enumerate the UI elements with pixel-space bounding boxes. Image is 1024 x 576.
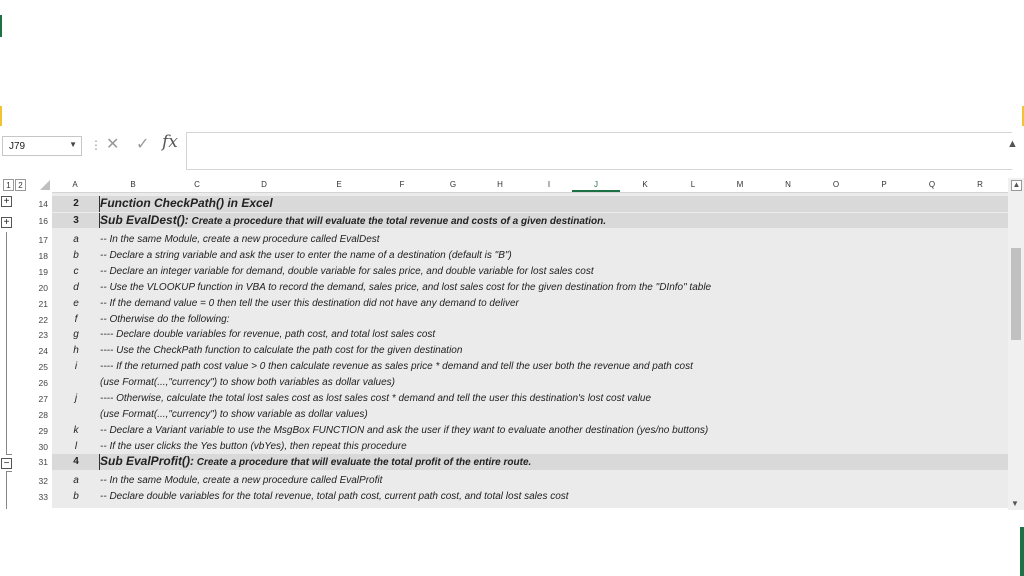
table-row[interactable]: [38, 232, 1008, 248]
formula-input[interactable]: [186, 132, 1012, 170]
cell-text-main: ---- Otherwise, calculate the total lost sales cost as lost sales cost * demand and tell the user this destination's lost cost value: [100, 393, 652, 404]
column-header-b[interactable]: B: [130, 180, 136, 189]
cell-text-main: Sub EvalDest():: [100, 212, 189, 227]
column-header-k[interactable]: K: [642, 180, 648, 189]
table-row[interactable]: [38, 196, 1008, 212]
column-header-h[interactable]: H: [497, 180, 503, 189]
window-accent: [0, 15, 2, 37]
column-header-f[interactable]: F: [399, 180, 405, 189]
table-row[interactable]: [38, 343, 1008, 359]
name-box[interactable]: [2, 136, 82, 156]
column-header-r[interactable]: R: [977, 180, 983, 189]
step-label[interactable]: j: [74, 393, 78, 404]
expand-group-icon[interactable]: +: [1, 217, 12, 228]
row-header[interactable]: 30: [38, 442, 48, 452]
column-header-i[interactable]: I: [547, 180, 551, 189]
table-row[interactable]: [38, 264, 1008, 280]
row-header[interactable]: 27: [38, 394, 48, 404]
cell-text-main: Sub EvalProfit():: [100, 454, 195, 468]
cell-text-main: ---- Declare double variables for revenue, path cost, and total lost sales cost: [100, 329, 436, 340]
row-header[interactable]: 25: [38, 362, 48, 372]
cell-text[interactable]: [100, 314, 230, 325]
outline-level-1-button[interactable]: 1: [3, 179, 14, 191]
cell-text[interactable]: [100, 409, 368, 420]
table-row[interactable]: [38, 473, 1008, 489]
step-label[interactable]: 4: [73, 456, 79, 467]
cell-text[interactable]: [100, 329, 435, 340]
cell-text-main: -- Declare a string variable and ask the user to enter the name of a destination (default is "B"): [100, 250, 512, 261]
table-row[interactable]: [38, 391, 1008, 407]
cell-text[interactable]: [100, 491, 569, 502]
chevron-down-icon[interactable]: ▼: [69, 140, 77, 149]
step-label[interactable]: c: [73, 266, 79, 277]
vertical-scrollbar[interactable]: [1008, 178, 1024, 510]
enter-icon[interactable]: ✓: [136, 136, 150, 153]
step-label[interactable]: l: [74, 441, 78, 452]
row-header[interactable]: 31: [38, 457, 48, 467]
row-header[interactable]: 14: [38, 199, 48, 209]
cell-text-main: -- Declare an integer variable for demand, double variable for sales price, and double variable for lost sales cost: [100, 266, 594, 277]
step-label[interactable]: a: [73, 234, 79, 245]
cell-text[interactable]: [100, 345, 462, 356]
cell-text-main: ---- Use the CheckPath function to calculate the path cost for the given destination: [100, 345, 463, 356]
cell-text[interactable]: [100, 441, 407, 452]
cell-text-description: Create a procedure that will evaluate the total revenue and costs of a given destination.: [188, 215, 607, 227]
cell-text-main: -- If the user clicks the Yes button (vbYes), then repeat this procedure: [100, 441, 407, 452]
row-header[interactable]: 33: [38, 492, 48, 502]
column-header-o[interactable]: O: [832, 180, 840, 189]
cell-text[interactable]: [100, 196, 273, 210]
step-label[interactable]: a: [73, 475, 79, 486]
scroll-thumb[interactable]: [1011, 248, 1021, 340]
column-header-c[interactable]: C: [194, 180, 200, 189]
cell-text[interactable]: [100, 234, 380, 245]
table-row[interactable]: [38, 375, 1008, 391]
cell-text[interactable]: [100, 250, 512, 261]
cancel-icon[interactable]: ✕: [106, 136, 120, 153]
cell-text[interactable]: [100, 213, 606, 227]
column-header-q[interactable]: Q: [928, 180, 936, 189]
step-label[interactable]: e: [73, 298, 79, 309]
step-label[interactable]: d: [73, 282, 79, 293]
cell-text-main: (use Format(...,"currency") to show both variables as dollar values): [100, 377, 395, 388]
cell-text-main: -- In the same Module, create a new procedure called EvalProfit: [100, 475, 383, 486]
drag-handle-icon[interactable]: ⋮: [90, 138, 102, 152]
step-label[interactable]: h: [73, 345, 79, 356]
cell-text-main: ---- If the returned path cost value > 0 then calculate revenue as sales price * demand and tell the user both the revenue and path cost: [100, 361, 693, 372]
cell-text-main: -- Declare double variables for the total revenue, total path cost, current path cost, and total lost sales cost: [100, 491, 569, 502]
row-header[interactable]: 28: [38, 410, 48, 420]
row-header[interactable]: 24: [38, 346, 48, 356]
table-row[interactable]: [38, 280, 1008, 296]
step-label[interactable]: i: [74, 361, 78, 372]
step-label[interactable]: f: [74, 314, 78, 325]
group-bracket: [6, 471, 12, 472]
table-row[interactable]: [38, 359, 1008, 375]
name-box-value: J79: [9, 141, 26, 152]
step-label[interactable]: k: [73, 425, 79, 436]
scroll-up-icon[interactable]: ▲: [1012, 180, 1021, 189]
collapse-group-icon[interactable]: −: [1, 458, 12, 469]
row-header[interactable]: 23: [38, 330, 48, 340]
column-header-l[interactable]: L: [690, 180, 696, 189]
collapse-formula-bar-icon[interactable]: ▲: [1007, 138, 1018, 150]
row-header[interactable]: 16: [38, 215, 48, 226]
cell-text-main: -- If the demand value = 0 then tell the user this destination did not have any demand to deliver: [100, 298, 519, 309]
cell-text[interactable]: [100, 361, 693, 372]
row-header[interactable]: 19: [38, 267, 48, 277]
table-row[interactable]: [38, 296, 1008, 312]
row-header[interactable]: 18: [38, 251, 48, 261]
row-header[interactable]: 22: [38, 315, 48, 325]
table-row[interactable]: [38, 248, 1008, 264]
cell-text-main: (use Format(...,"currency") to show variable as dollar values): [100, 409, 368, 420]
table-row[interactable]: [38, 212, 1008, 229]
column-header-j[interactable]: J: [594, 180, 598, 189]
cell-text[interactable]: [100, 425, 708, 436]
select-all-button[interactable]: [40, 180, 50, 190]
cell-text[interactable]: [100, 298, 519, 309]
cell-text-main: Function CheckPath() in Excel: [100, 196, 273, 210]
column-header-n[interactable]: N: [785, 180, 791, 189]
table-row[interactable]: [38, 423, 1008, 439]
outline-level-2-button[interactable]: 2: [15, 179, 26, 191]
sheet-grid[interactable]: [38, 193, 1008, 508]
row-header[interactable]: 20: [38, 283, 48, 293]
column-header-a[interactable]: A: [72, 180, 78, 189]
column-header-p[interactable]: P: [881, 180, 887, 189]
step-label[interactable]: 3: [73, 214, 79, 226]
step-label[interactable]: b: [73, 491, 79, 502]
row-header[interactable]: 26: [38, 378, 48, 388]
column-header-m[interactable]: M: [736, 180, 744, 189]
group-bracket: [6, 232, 7, 454]
table-row[interactable]: [38, 439, 1008, 455]
cell-text[interactable]: [100, 475, 382, 486]
table-row[interactable]: [38, 312, 1008, 328]
table-row[interactable]: [38, 407, 1008, 423]
column-header-g[interactable]: G: [449, 180, 457, 189]
row-header[interactable]: 32: [38, 476, 48, 486]
step-label[interactable]: g: [73, 329, 79, 340]
cell-text[interactable]: [100, 393, 651, 404]
cell-text-main: -- In the same Module, create a new procedure called EvalDest: [100, 234, 380, 245]
expand-group-icon[interactable]: +: [1, 196, 12, 207]
cell-text-description: Create a procedure that will evaluate the total profit of the entire route.: [194, 457, 532, 468]
cell-text-main: -- Use the VLOOKUP function in VBA to record the demand, sales price, and lost sales cost for the given destination from the "DInfo" table: [100, 282, 712, 293]
table-row[interactable]: [38, 454, 1008, 470]
insert-function-icon[interactable]: fx: [162, 132, 178, 152]
column-header-e[interactable]: E: [336, 180, 342, 189]
scroll-down-icon[interactable]: ▼: [1011, 499, 1019, 508]
cell-text[interactable]: [100, 282, 711, 293]
window-accent: [1020, 527, 1024, 576]
table-row[interactable]: [38, 489, 1008, 505]
group-bracket: [6, 454, 12, 455]
cell-text[interactable]: [100, 377, 395, 388]
step-label[interactable]: 2: [73, 198, 79, 209]
cell-text[interactable]: [100, 454, 531, 468]
cell-text-main: -- Otherwise do the following:: [100, 314, 230, 325]
row-header[interactable]: 29: [38, 426, 48, 436]
cell-text-main: -- Declare a Variant variable to use the MsgBox FUNCTION and ask the user if they want to evaluate another destination (yes/no buttons): [100, 425, 709, 436]
row-header[interactable]: 21: [38, 299, 48, 309]
row-header[interactable]: 17: [38, 235, 48, 245]
cell-text[interactable]: [100, 266, 594, 277]
table-row[interactable]: [38, 327, 1008, 343]
column-header-d[interactable]: D: [261, 180, 267, 189]
step-label[interactable]: b: [73, 250, 79, 261]
window-accent: [0, 106, 2, 126]
